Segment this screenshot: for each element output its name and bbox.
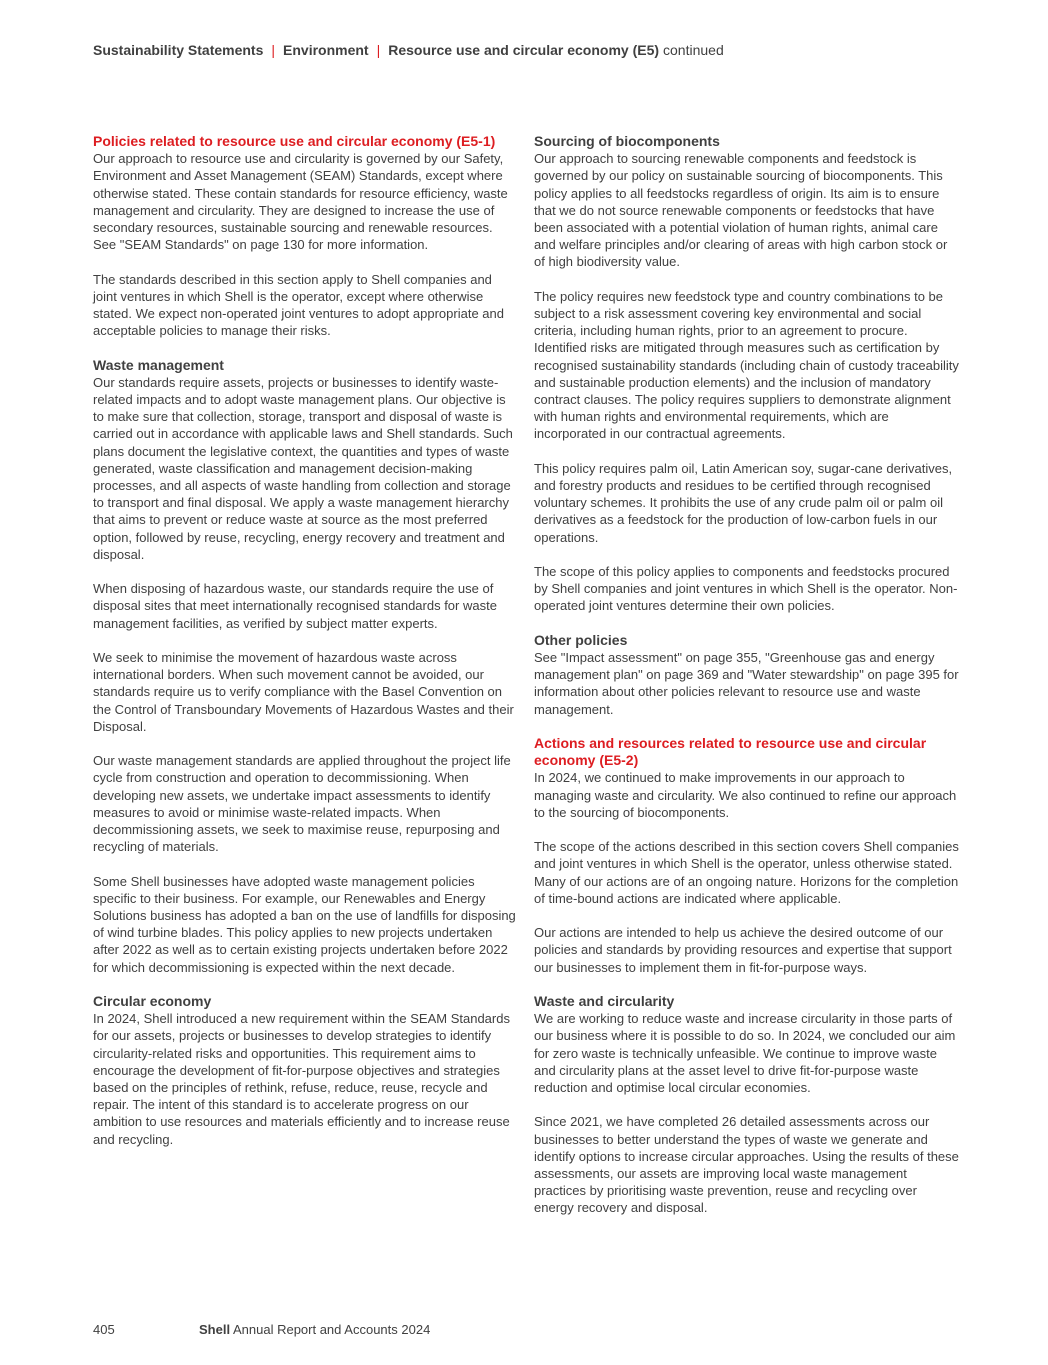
breadcrumb — [93, 42, 724, 58]
paragraph: Our approach to resource use and circularity is governed by our Safety, Environment and Asset Management (SEAM) Standards, except where otherwise stated. These contain standards for resource efficiency, waste management and circularity. They are designed to increase the use of secondary resources, sustainable sourcing and renewable resources. See "SEAM Standards" on page 130 for more information. — [93, 151, 508, 253]
paragraph: We seek to minimise the movement of hazardous waste across international borders. When such movement cannot be avoided, our standards require us to verify compliance with the Basel Convention on the Control of Transboundary Movements of Hazardous Wastes and their Disposal. — [93, 650, 514, 734]
paragraph: Our actions are intended to help us achieve the desired outcome of our policies and standards by providing resources and expertise that support our businesses to implement them in fit-for-purpose ways. — [534, 925, 952, 975]
paragraph: This policy requires palm oil, Latin American soy, sugar-cane derivatives, and forestry products and residues to be certified through recognised voluntary schemes. It prohibits the use of any crude palm oil or palm oil derivatives as a feedstock for the production of low-carbon fuels in our operations. — [534, 460, 953, 545]
subheading-waste-management: Waste management — [93, 356, 224, 373]
paragraph: See "Impact assessment" on page 355, "Greenhouse gas and energy management plan" on page 369 and "Water stewardship" on page 395 for information about other policies relevant to resource use and waste management. — [534, 650, 959, 717]
paragraph: The standards described in this section apply to Shell companies and joint ventures in which Shell is the operator, except where otherwise stated. We expect non-operated joint ventures to adopt appropriate and acceptable policies to manage their risks. — [93, 271, 504, 339]
right-column — [534, 133, 959, 1234]
paragraph: The policy requires new feedstock type and country combinations to be subject to a risk assessment covering key environmental and social criteria, including human rights, prior to an agreement to procure. Identified risks are mitigated through measures such as certification by recognised sustainability standards (including chain of custody traceability and sustainable production elements) and the inclusion of mandatory contract clauses. The policy requires suppliers to demonstrate alignment with human rights and environmental requirements, which are incorporated in our contractual agreements. — [534, 288, 959, 442]
breadcrumb-separator: | — [271, 42, 276, 58]
subheading-waste-circularity: Waste and circularity — [534, 993, 675, 1010]
brand-name: Shell — [199, 1322, 231, 1337]
paragraph: The scope of this policy applies to components and feedstocks procured by Shell companies and joint ventures in which Shell is the operator. Non-operated joint ventures determine their own policies. — [534, 564, 958, 614]
breadcrumb-separator: | — [376, 42, 381, 58]
paragraph: Our waste management standards are applied throughout the project life cycle from construction and operation to decommissioning. When developing new assets, we undertake impact assessments to identify measures to avoid or minimise waste-related impacts. When decommissioning assets, we seek to maximise reuse, repurposing and recycling of materials. — [93, 753, 511, 855]
paragraph: Our approach to sourcing renewable components and feedstock is governed by our policy on sustainable sourcing of biocomponents. This policy applies to all feedstocks regardless of origin. Its aim is to ensure that we do not source renewable components or feedstocks that have been associated with a potential violation of human rights, animal care and welfare principles and/or clearing of areas with high carbon stock or of high biodiversity value. — [534, 151, 948, 270]
breadcrumb-continued: continued — [663, 42, 724, 58]
subheading-sourcing-biocomponents: Sourcing of biocomponents — [534, 133, 720, 149]
page-footer — [93, 1322, 430, 1337]
paragraph: Our standards require assets, projects or businesses to identify waste-related impacts and to adopt waste management plans. Our objective is to make sure that collection, storage, transport and disposal of waste is carried out in accordance with applicable laws and Shell standards. Such plans document the legislative context, the quantities and types of waste generated, waste classification and management decision-making processes, and all aspects of waste handling from collection and storage to transport and final disposal. We apply a waste management hierarchy that aims to prevent or reduce waste at source as the most preferred option, followed by reuse, recycling, energy recovery and treatment and disposal. — [93, 374, 513, 562]
left-column — [93, 133, 518, 1165]
paragraph: We are working to reduce waste and increase circularity in those parts of our business where it is possible to do so. In 2024, we concluded our aim for zero waste is technically unfeasible. We continue to improve waste and circularity plans at the asset level to drive fit-for-purpose waste reduction and optimise local circular economies. — [534, 1011, 956, 1096]
section-heading-actions: Actions and resources related to resource use and circular economy (E5-2) — [534, 735, 927, 769]
subheading-circular-economy: Circular economy — [93, 993, 212, 1010]
paragraph: Some Shell businesses have adopted waste management policies specific to their business. For example, our Renewables and Energy Solutions business has adopted a ban on the use of landfills for disposing of wind turbine blades. This policy applies to new projects undertaken after 2022 as well as to certain existing projects undertaken before 2022 for which decommissioning is expected within the next decade. — [93, 873, 516, 975]
paragraph: In 2024, we continued to make improvements in our approach to managing waste and circularity. We also continued to refine our approach to the sourcing of biocomponents. — [534, 770, 957, 820]
breadcrumb-resource-use: Resource use and circular economy (E5) — [388, 42, 660, 58]
paragraph: Since 2021, we have completed 26 detailed assessments across our businesses to better understand the types of waste we generate and identify options to increase circular approaches. Using the results of these assessments, our assets are improving local waste management practices by prioritising waste prevention, reuse and recycling over energy recovery and disposal. — [534, 1114, 959, 1216]
page-number: 405 — [93, 1322, 115, 1337]
breadcrumb-environment: Environment — [283, 42, 369, 58]
report-title: Annual Report and Accounts 2024 — [232, 1322, 431, 1337]
paragraph: When disposing of hazardous waste, our standards require the use of disposal sites that meet internationally recognised standards for waste management facilities, as verified by subject matter experts. — [93, 581, 497, 631]
subheading-other-policies: Other policies — [534, 631, 628, 648]
breadcrumb-sustainability: Sustainability Statements — [93, 42, 264, 58]
paragraph: In 2024, Shell introduced a new requirement within the SEAM Standards for our assets, projects or businesses to develop strategies to identify circularity-related risks and opportunities. This requirement aims to encourage the development of fit-for-purpose objectives and strategies based on the principles of rethink, refuse, reduce, reuse, recycle and repair. The intent of this standard is to accelerate progress on our ambition to use resources and materials efficiently and to increase reuse and recycling. — [93, 1011, 510, 1147]
paragraph: The scope of the actions described in this section covers Shell companies and joint ventures in which Shell is the operator, unless otherwise stated. Many of our actions are of an ongoing nature. Horizons for the completion of time-bound actions are indicated where applicable. — [534, 839, 959, 906]
section-heading-policies: Policies related to resource use and circular economy (E5-1) — [93, 133, 496, 149]
